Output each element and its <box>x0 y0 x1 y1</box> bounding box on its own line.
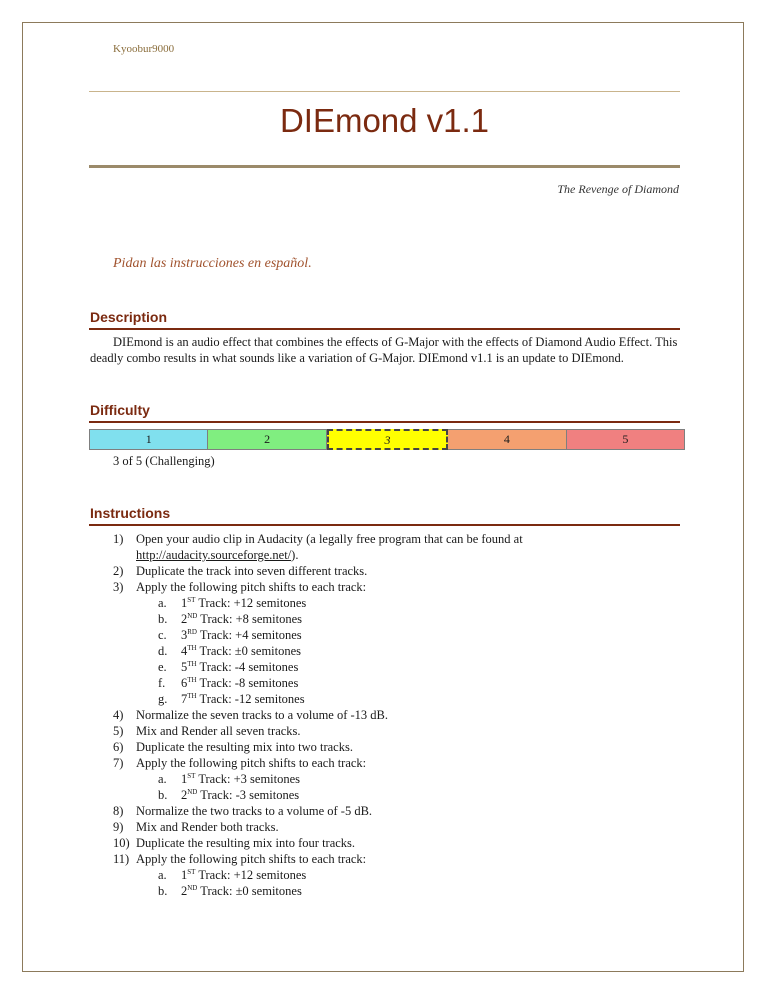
instruction-substep: e. 5TH Track: -4 semitones <box>158 659 299 674</box>
step-text: Duplicate the resulting mix into four tracks. <box>136 836 356 850</box>
instruction-substep: a. 1ST Track: +12 semitones <box>158 595 307 610</box>
step-number: 10) <box>113 836 130 850</box>
instruction-substep: c. 3RD Track: +4 semitones <box>158 627 302 642</box>
instruction-substep: f. 6TH Track: -8 semitones <box>158 675 299 690</box>
instructions-list <box>113 531 673 899</box>
instruction-step <box>113 531 673 563</box>
step-number: 9) <box>113 820 124 834</box>
step-text: Open your audio clip in Audacity (a legally free program that can be found at http://audacity.sourceforge.net/). <box>136 532 523 562</box>
instruction-step <box>113 803 673 819</box>
step-text: Apply the following pitch shifts to each track: <box>136 756 367 770</box>
difficulty-level-5: 5 <box>567 430 684 449</box>
step-number: 3) <box>113 580 124 594</box>
difficulty-heading: Difficulty <box>90 402 150 418</box>
step-number: 2) <box>113 564 124 578</box>
difficulty-level-2: 2 <box>208 430 326 449</box>
audacity-link[interactable]: http://audacity.sourceforge.net/ <box>136 548 292 562</box>
instructions-heading: Instructions <box>90 505 171 521</box>
difficulty-level-3: 3 <box>327 429 448 450</box>
instruction-substep: a. 1ST Track: +12 semitones <box>158 867 307 882</box>
step-number: 7) <box>113 756 124 770</box>
step-text: Normalize the two tracks to a volume of -5 dB. <box>136 804 373 818</box>
step-number: 4) <box>113 708 124 722</box>
instruction-step <box>113 851 673 867</box>
difficulty-level-4: 4 <box>448 430 566 449</box>
title-top-rule <box>89 91 680 92</box>
difficulty-level-1: 1 <box>90 430 208 449</box>
instruction-step <box>113 819 673 835</box>
instruction-substep: a. 1ST Track: +3 semitones <box>158 771 301 786</box>
step-number: 5) <box>113 724 124 738</box>
step-text: Duplicate the resulting mix into two tracks. <box>136 740 353 754</box>
instruction-substep: g. 7TH Track: -12 semitones <box>158 691 305 706</box>
description-heading: Description <box>90 309 168 325</box>
difficulty-rule <box>89 421 680 423</box>
description-rule <box>89 328 680 330</box>
description-text: DIEmond is an audio effect that combines the effects of G-Major with the effects of Diamond Audio Effect. This deadly combo results in what sounds like a variation of G-Major. DIEmond v1.1 is an update to DIEmond. <box>90 335 678 365</box>
instructions-rule <box>89 524 680 526</box>
title-bottom-rule <box>89 165 680 168</box>
instruction-substep: b. 2ND Track: ±0 semitones <box>158 883 302 898</box>
step-text: Apply the following pitch shifts to each track: <box>136 852 367 866</box>
difficulty-label: 3 of 5 (Challenging) <box>113 454 215 468</box>
step-text: Apply the following pitch shifts to each track: <box>136 580 367 594</box>
instruction-step <box>113 579 673 595</box>
step-number: 6) <box>113 740 124 754</box>
step-text: Normalize the seven tracks to a volume of -13 dB. <box>136 708 389 722</box>
spanish-note: Pidan las instrucciones en español. <box>113 256 312 271</box>
step-number: 1) <box>113 532 124 546</box>
step-text: Mix and Render all seven tracks. <box>136 724 301 738</box>
instruction-step <box>113 707 673 723</box>
difficulty-scale <box>89 429 685 450</box>
instruction-step <box>113 563 673 579</box>
step-text: Mix and Render both tracks. <box>136 820 279 834</box>
step-number: 8) <box>113 804 124 818</box>
step-number: 11) <box>113 852 130 866</box>
instruction-substep: b. 2ND Track: +8 semitones <box>158 611 302 626</box>
instruction-step <box>113 835 673 851</box>
document-title: DIEmond v1.1 <box>279 102 490 139</box>
instruction-step <box>113 739 673 755</box>
instruction-substep: d. 4TH Track: ±0 semitones <box>158 643 302 658</box>
header-author: Kyoobur9000 <box>113 43 175 55</box>
document-subtitle: The Revenge of Diamond <box>557 182 679 196</box>
instruction-step <box>113 723 673 739</box>
step-text: Duplicate the track into seven different tracks. <box>136 564 368 578</box>
instruction-substep: b. 2ND Track: -3 semitones <box>158 787 300 802</box>
instruction-step <box>113 755 673 771</box>
